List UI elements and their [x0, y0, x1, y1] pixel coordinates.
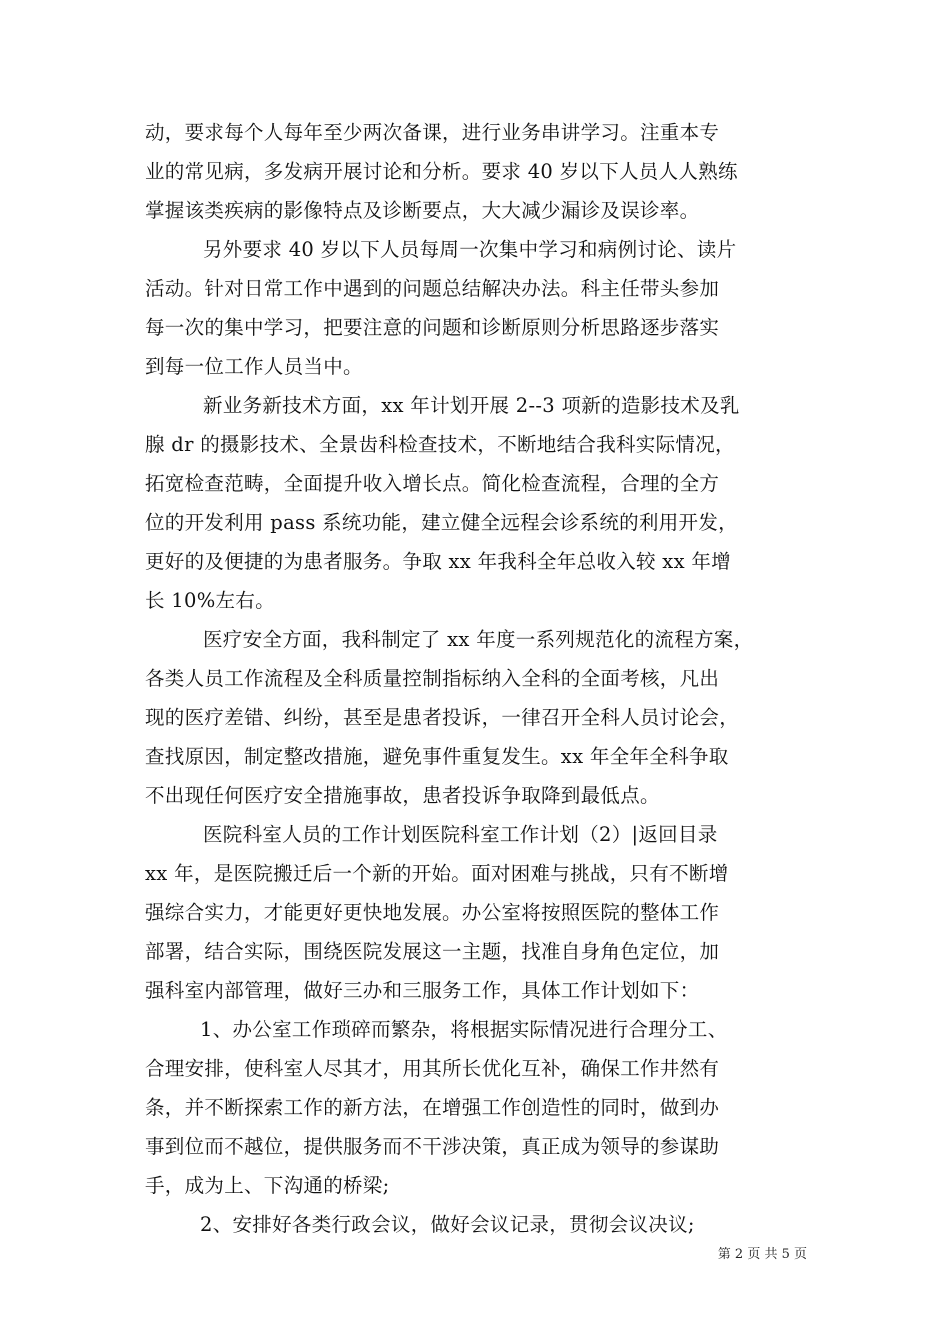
list-item-first-line: 2、安排好各类行政会议，做好会议记录，贯彻会议决议; [200, 1213, 695, 1236]
text-line: 条，并不断探索工作的新方法，在增强工作创造性的同时，做到办 [145, 1096, 720, 1119]
text-line: 拓宽检查范畴，全面提升收入增长点。简化检查流程，合理的全方 [145, 472, 720, 495]
text-line: 手，成为上、下沟通的桥梁; [145, 1174, 390, 1197]
page-number-footer: 第 2 页 共 5 页 [717, 1247, 807, 1262]
text-line: 强综合实力，才能更好更快地发展。办公室将按照医院的整体工作 [145, 901, 720, 924]
text-line: 事到位而不越位，提供服务而不干涉决策，真正成为领导的参谋助 [145, 1135, 720, 1158]
section-heading-line: 医院科室人员的工作计划医院科室工作计划（2）|返回目录 [203, 823, 718, 846]
text-line: 合理安排，使科室人尽其才，用其所长优化互补，确保工作井然有 [145, 1057, 720, 1080]
document-body [145, 113, 810, 1244]
text-line: 腺 dr 的摄影技术、全景齿科检查技术，不断地结合我科实际情况， [145, 433, 735, 456]
text-line: 动，要求每个人每年至少两次备课，进行业务串讲学习。注重本专 [145, 121, 720, 144]
paragraph-first-line: 医疗安全方面，我科制定了 xx 年度一系列规范化的流程方案， [203, 628, 754, 651]
list-item-first-line: 1、办公室工作琐碎而繁杂，将根据实际情况进行合理分工、 [200, 1018, 728, 1041]
text-line: 不出现任何医疗安全措施事故，患者投诉争取降到最低点。 [145, 784, 660, 807]
text-line: 查找原因，制定整改措施，避免事件重复发生。xx 年全年全科争取 [145, 745, 729, 768]
text-line: 每一次的集中学习，把要注意的问题和诊断原则分析思路逐步落实 [145, 316, 720, 339]
text-line: xx 年，是医院搬迁后一个新的开始。面对困难与挑战，只有不断增 [145, 862, 729, 885]
text-line: 位的开发利用 pass 系统功能，建立健全远程会诊系统的利用开发， [145, 511, 738, 534]
text-line: 部署，结合实际，围绕医院发展这一主题，找准自身角色定位，加 [145, 940, 720, 963]
text-line: 业的常见病，多发病开展讨论和分析。要求 40 岁以下人员人人熟练 [145, 160, 738, 183]
text-line: 活动。针对日常工作中遇到的问题总结解决办法。科主任带头参加 [145, 277, 720, 300]
text-line: 强科室内部管理，做好三办和三服务工作，具体工作计划如下： [145, 979, 700, 1002]
text-line: 更好的及便捷的为患者服务。争取 xx 年我科全年总收入较 xx 年增 [145, 550, 731, 573]
paragraph-first-line: 新业务新技术方面，xx 年计划开展 2--3 项新的造影技术及乳 [203, 394, 740, 417]
text-line: 掌握该类疾病的影像特点及诊断要点，大大减少漏诊及误诊率。 [145, 199, 700, 222]
text-line: 到每一位工作人员当中。 [145, 355, 363, 378]
paragraph-first-line: 另外要求 40 岁以下人员每周一次集中学习和病例讨论、读片 [203, 238, 737, 261]
text-line: 现的医疗差错、纠纷，甚至是患者投诉，一律召开全科人员讨论会， [145, 706, 740, 729]
text-line: 长 10%左右。 [145, 589, 275, 612]
text-line: 各类人员工作流程及全科质量控制指标纳入全科的全面考核，凡出 [145, 667, 720, 690]
